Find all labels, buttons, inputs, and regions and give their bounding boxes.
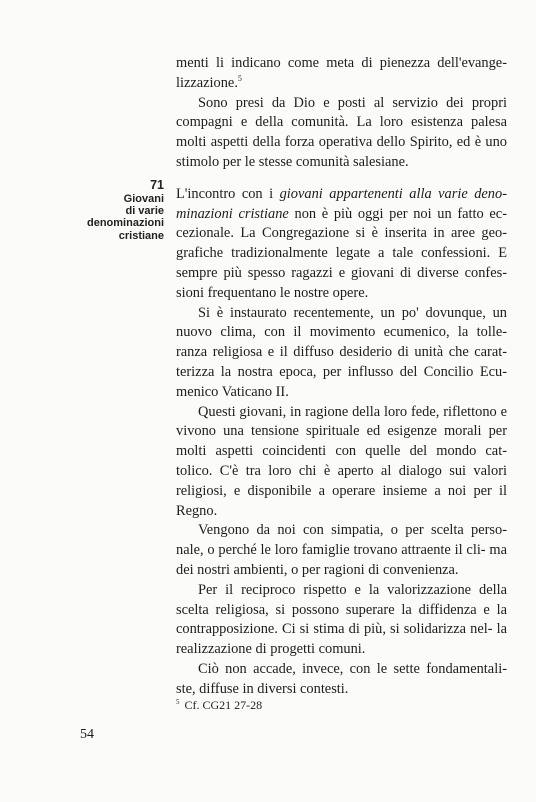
paragraph-4: Si è instaurato recentemente, un po' dovunque, un nuovo clima, con il movimento ecumenico, la tolle- ranza religiosa e il diffuso desiderio di unità che carat- terizza la nostra epoca, per influsso del Concilio Ecu- menico Vaticano II. [176,304,507,400]
page-number: 54 [80,727,94,742]
paragraph-1-text: menti li indicano come meta di pienezza dell'evange- lizzazione. [176,55,507,91]
body-text [176,54,507,700]
paragraph-5: Questi giovani, in ragione della loro fede, riflettono e vivono una tensione spirituale ed esigenze morali per molti aspetti coincidenti con quelle del mondo cat- tolico. C'è tra loro chi è aperto al dialogo sui valori religiosi, e disponibile a operare insieme a noi per il Regno. [176,403,507,519]
margin-note-line-4: cristiane [118,229,164,242]
section-number: 71 [150,178,164,192]
footnote-marker: 5 [176,698,180,706]
paragraph-3-rest: non è più oggi per noi un fatto ec- cezionale. La Congregazione si è inserita in aree geo- grafiche tradizionalmente legate a tale confessioni. E sempre più spesso ragazzi e giovani di diverse confes- sioni frequentano le nostre opere. [176,205,507,301]
paragraph-6: Vengono da noi con simpatia, o per scelta perso- nale, o perché le loro famiglie trovano attraente il cli- ma dei nostri ambienti, o per ragioni di convenienza. [176,522,507,578]
paragraph-8: Ciò non accade, invece, con le sette fondamentali- ste, diffuse in diversi contesti. [176,660,507,697]
margin-note [60,178,164,242]
paragraph-7: Per il reciproco rispetto e la valorizzazione della scelta religiosa, si possono superare la diffidenza e la contrapposizione. Ci si stima di più, si solidarizza nel- la realizzazione di progetti comuni. [176,581,507,658]
margin-note-line-2: di varie [125,205,164,218]
paragraph-3 [176,185,507,304]
margin-note-line-1: Giovani [123,193,164,205]
section-gap [176,173,507,185]
footnote [176,697,496,713]
paragraph-2: Sono presi da Dio e posti al servizio dei propri compagni e della comunità. La loro esistenza palesa molti aspetti della forza operativa dello Spirito, ed è uno stimolo per le stesse comunità salesiane. [176,94,507,170]
paragraph-3-italic: giovani appartenenti alla varie deno- minazioni cristiane [176,185,507,222]
paragraph-1 [176,54,507,94]
paragraph-3-lead: L'incontro con i [176,185,280,202]
footnote-ref: 5 [237,73,242,83]
footnote-text: Cf. CG21 27-28 [184,698,263,712]
margin-note-line-3: denominazioni [87,217,164,230]
